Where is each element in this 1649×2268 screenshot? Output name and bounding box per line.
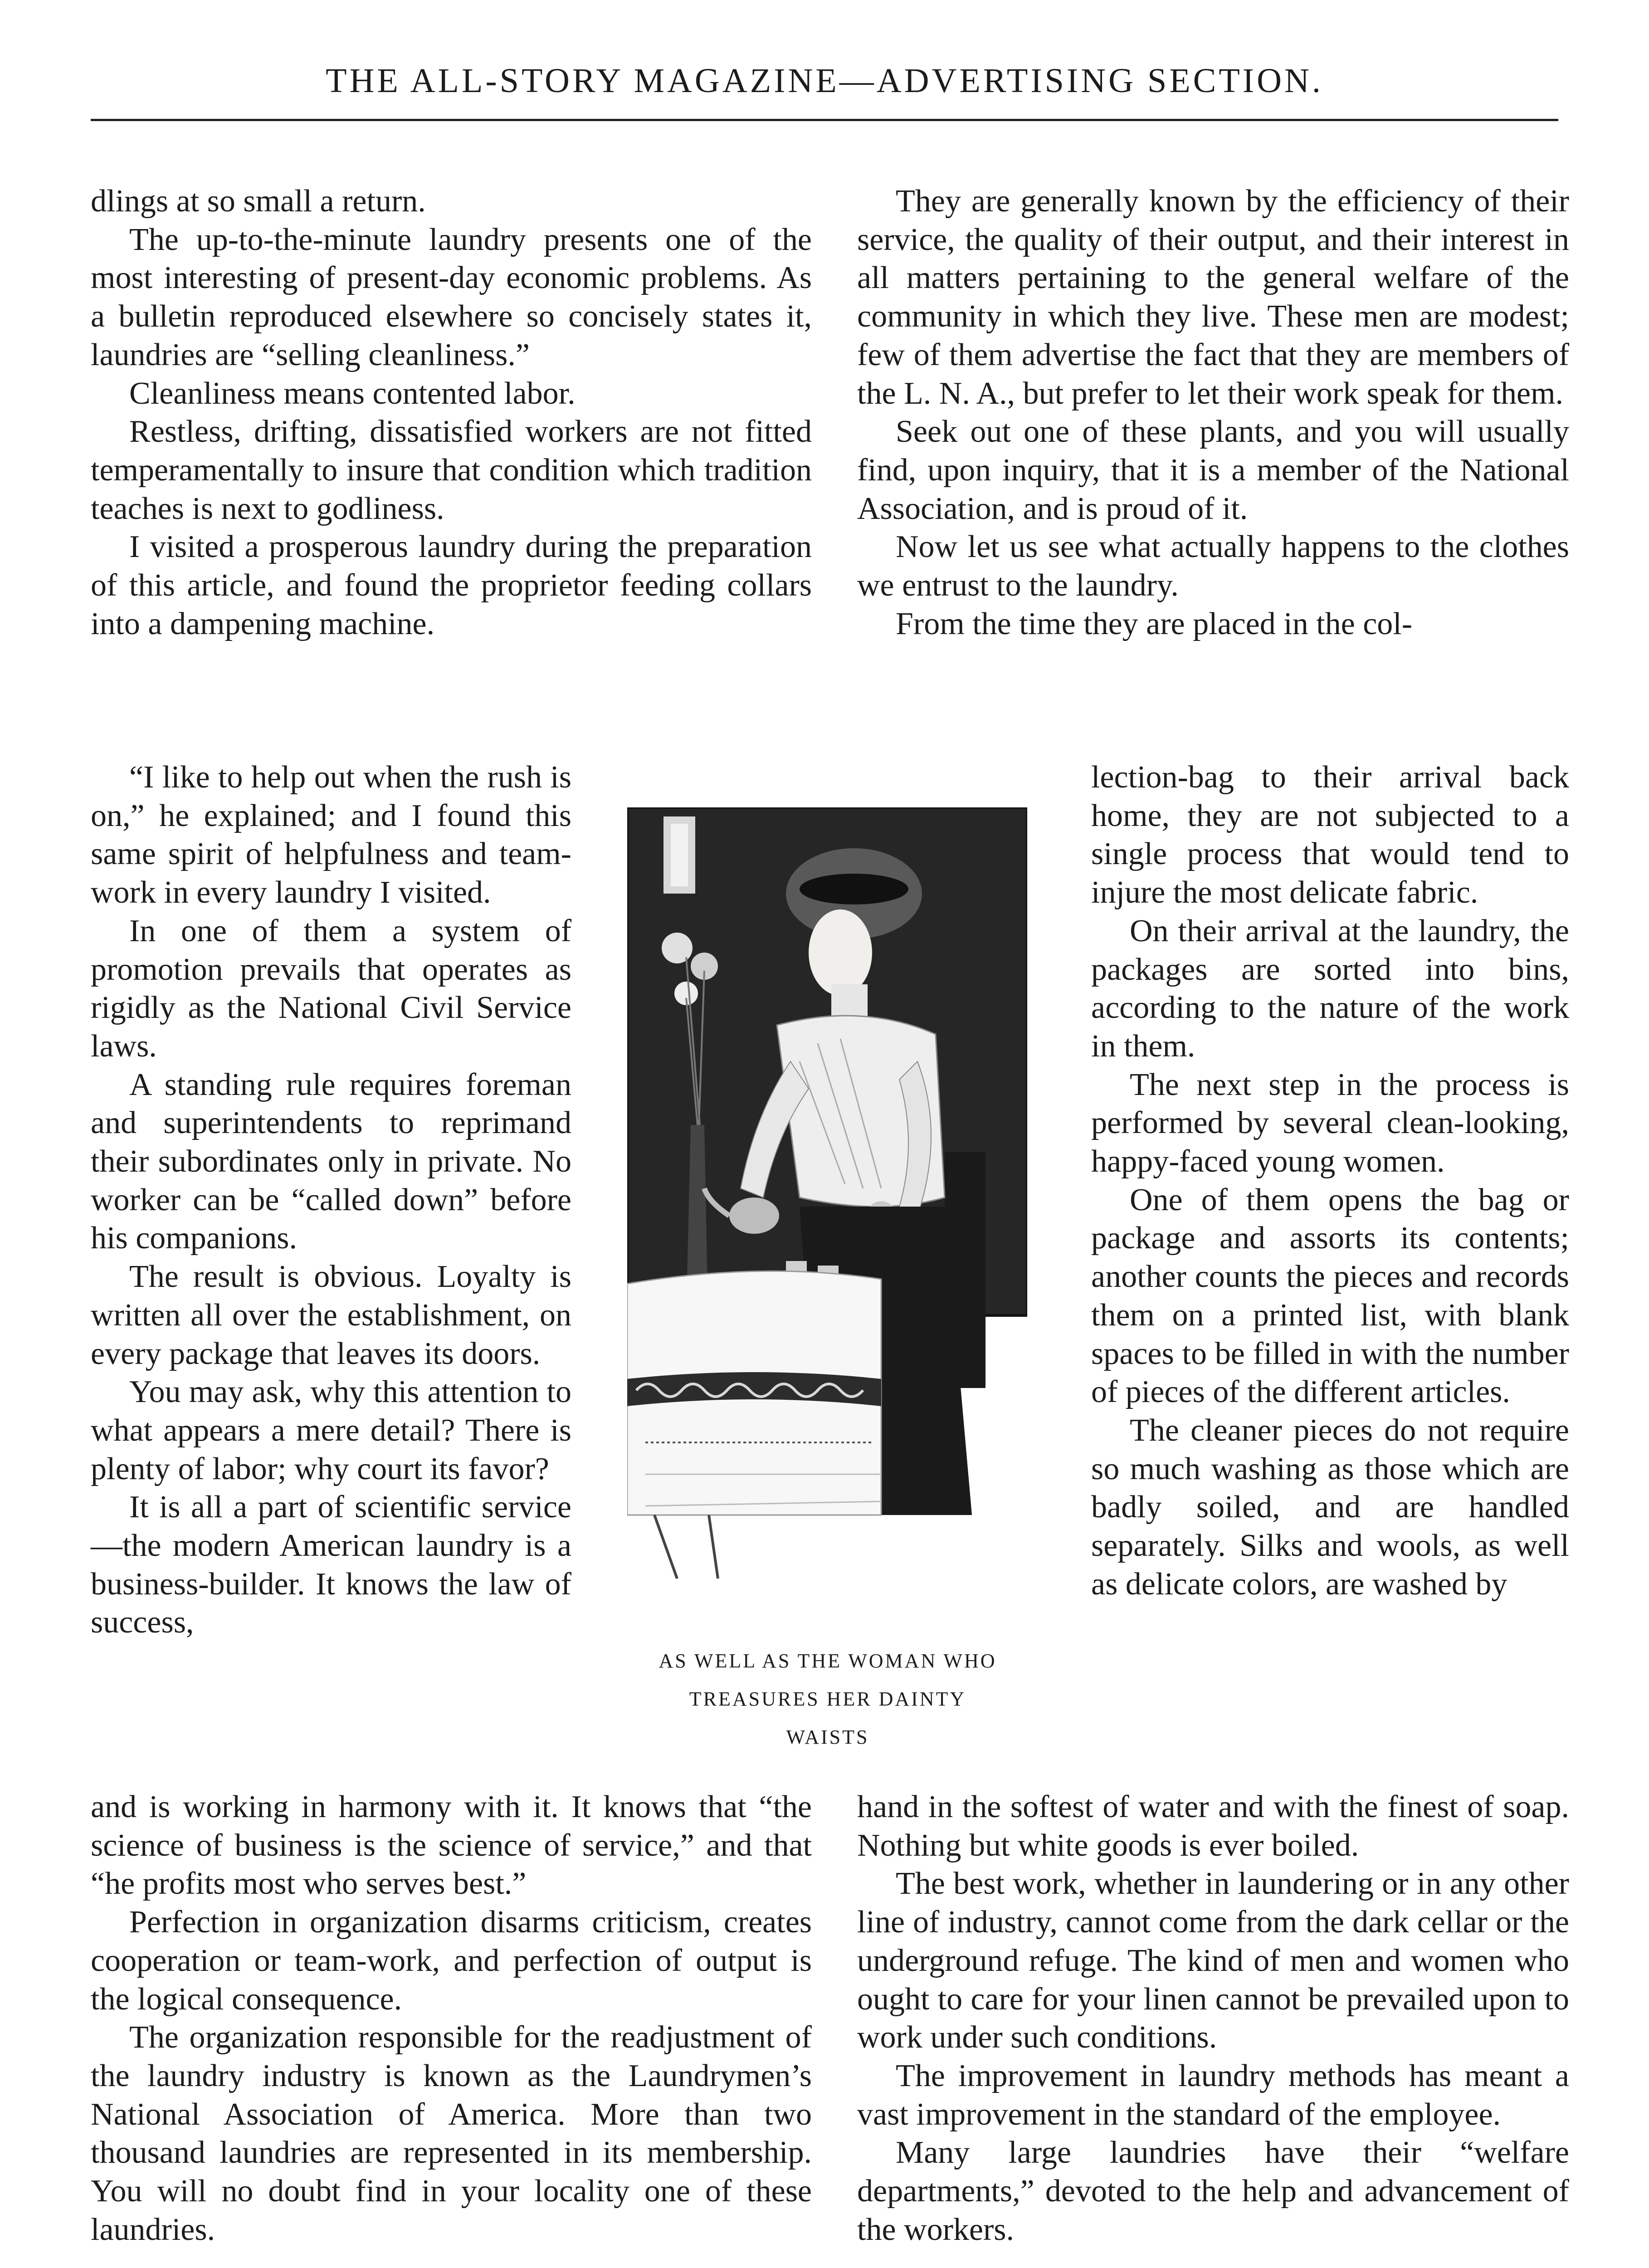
caption-line: WAISTS [786,1726,869,1748]
paragraph: Perfection in organization disarms criticism, creates cooperation or team-work, and perfection of output is the logical consequence. [91,1905,812,2017]
right-column-bottom [857,1788,1569,2249]
paragraph: The best work, whether in laundering or in any other line of industry, cannot come from the dark cellar or the underground refuge. The kind of men and women who ought to care for your linen cannot be prevailed upon to work under such conditions. [857,1866,1569,2055]
paragraph: You may ask, why this attention to what appears a mere detail? There is plenty of labor; why court its favor? [91,1374,571,1486]
paragraph: They are generally known by the efficiency of their service, the quality of their output, and their interest in all matters pertaining to the general welfare of the community in which they live. These men are modest; few of them advertise the fact that they are members of the L. N. A., but prefer to let their work speak for them. [857,184,1569,411]
paragraph: I visited a prosperous laundry during the preparation of this article, and found the proprietor feeding collars into a dampening machine. [91,529,812,641]
illustration-caption [585,1642,1070,1756]
left-column-narrow [91,758,571,1642]
paragraph: hand in the softest of water and with the finest of soap. Nothing but white goods is ever boiled. [857,1789,1569,1863]
paragraph: and is working in harmony with it. It knows that “the science of business is the science of service,” and that “he profits most who serves best.” [91,1789,812,1901]
paragraph: The up-to-the-minute laundry presents one of the most interesting of present-day economic problems. As a bulletin reproduced elsewhere so concisely states it, laundries are “selling cleanliness.” [91,222,812,372]
paragraph: “I like to help out when the rush is on,” he explained; and I found this same spirit of helpfulness and team-work in every laundry I visited. [91,760,571,910]
left-column-bottom [91,1788,812,2249]
paragraph: Seek out one of these plants, and you will usually find, upon inquiry, that it is a member of the National Association, and is proud of it. [857,414,1569,526]
paragraph: From the time they are placed in the col- [896,606,1413,641]
paragraph: Cleanliness means contented labor. [129,376,576,411]
paragraph: lection-bag to their arrival back home, they are not subjected to a single process that would tend to injure the most delicate fabric. [1091,760,1569,910]
page-header: THE ALL-STORY MAGAZINE—ADVERTISING SECTION. [326,62,1323,100]
paragraph: The organization responsible for the readjustment of the laundry industry is known as the Laundrymen’s National Association of America. More than two thousand laundries are represented in its membership. You will no doubt find in your locality one of these laundries. [91,2020,812,2247]
paragraph: dlings at so small a return. [91,184,426,219]
paragraph: In one of them a system of promotion prevails that operates as rigidly as the National Civil Service laws. [91,913,571,1064]
paragraph: One of them opens the bag or package and assorts its contents; another counts the pieces and records them on a printed list, with blank spaces to be filled in with the number of pieces of the different articles. [1091,1182,1569,1410]
paragraph: Restless, drifting, dissatisfied workers are not fitted temperamentally to insure that condition which tradition teaches is next to godliness. [91,414,812,526]
paragraph: The improvement in laundry methods has meant a vast improvement in the standard of the employee. [857,2058,1569,2132]
caption-line: TREASURES HER DAINTY [689,1688,966,1710]
paragraph: A standing rule requires foreman and superintendents to reprimand their subordinates only in private. No worker can be “called down” before his companions. [91,1067,571,1256]
paragraph: Now let us see what actually happens to the clothes we entrust to the laundry. [857,529,1569,603]
left-column-top [91,182,812,643]
illustration-woman-pouring-tea [627,807,1027,1588]
paragraph: Many large laundries have their “welfare departments,” devoted to the help and advancement of the workers. [857,2135,1569,2247]
paragraph: The cleaner pieces do not require so much washing as those which are badly soiled, and are handled separately. Silks and wools, as well as delicate colors, are washed by [1091,1413,1569,1602]
right-column-top [857,182,1569,643]
paragraph: The next step in the process is performed by several clean-looking, happy-faced young women. [1091,1067,1569,1179]
caption-line: AS WELL AS THE WOMAN WHO [659,1650,997,1672]
paragraph: The result is obvious. Loyalty is written all over the establishment, on every package that leaves its doors. [91,1259,571,1371]
paragraph: On their arrival at the laundry, the packages are sorted into bins, according to the nature of the work in them. [1091,913,1569,1064]
right-column-narrow [1091,758,1569,1603]
paragraph: It is all a part of scientific service—the modern American laundry is a business-builder. It knows the law of success, [91,1490,571,1640]
header-rule [91,119,1558,121]
